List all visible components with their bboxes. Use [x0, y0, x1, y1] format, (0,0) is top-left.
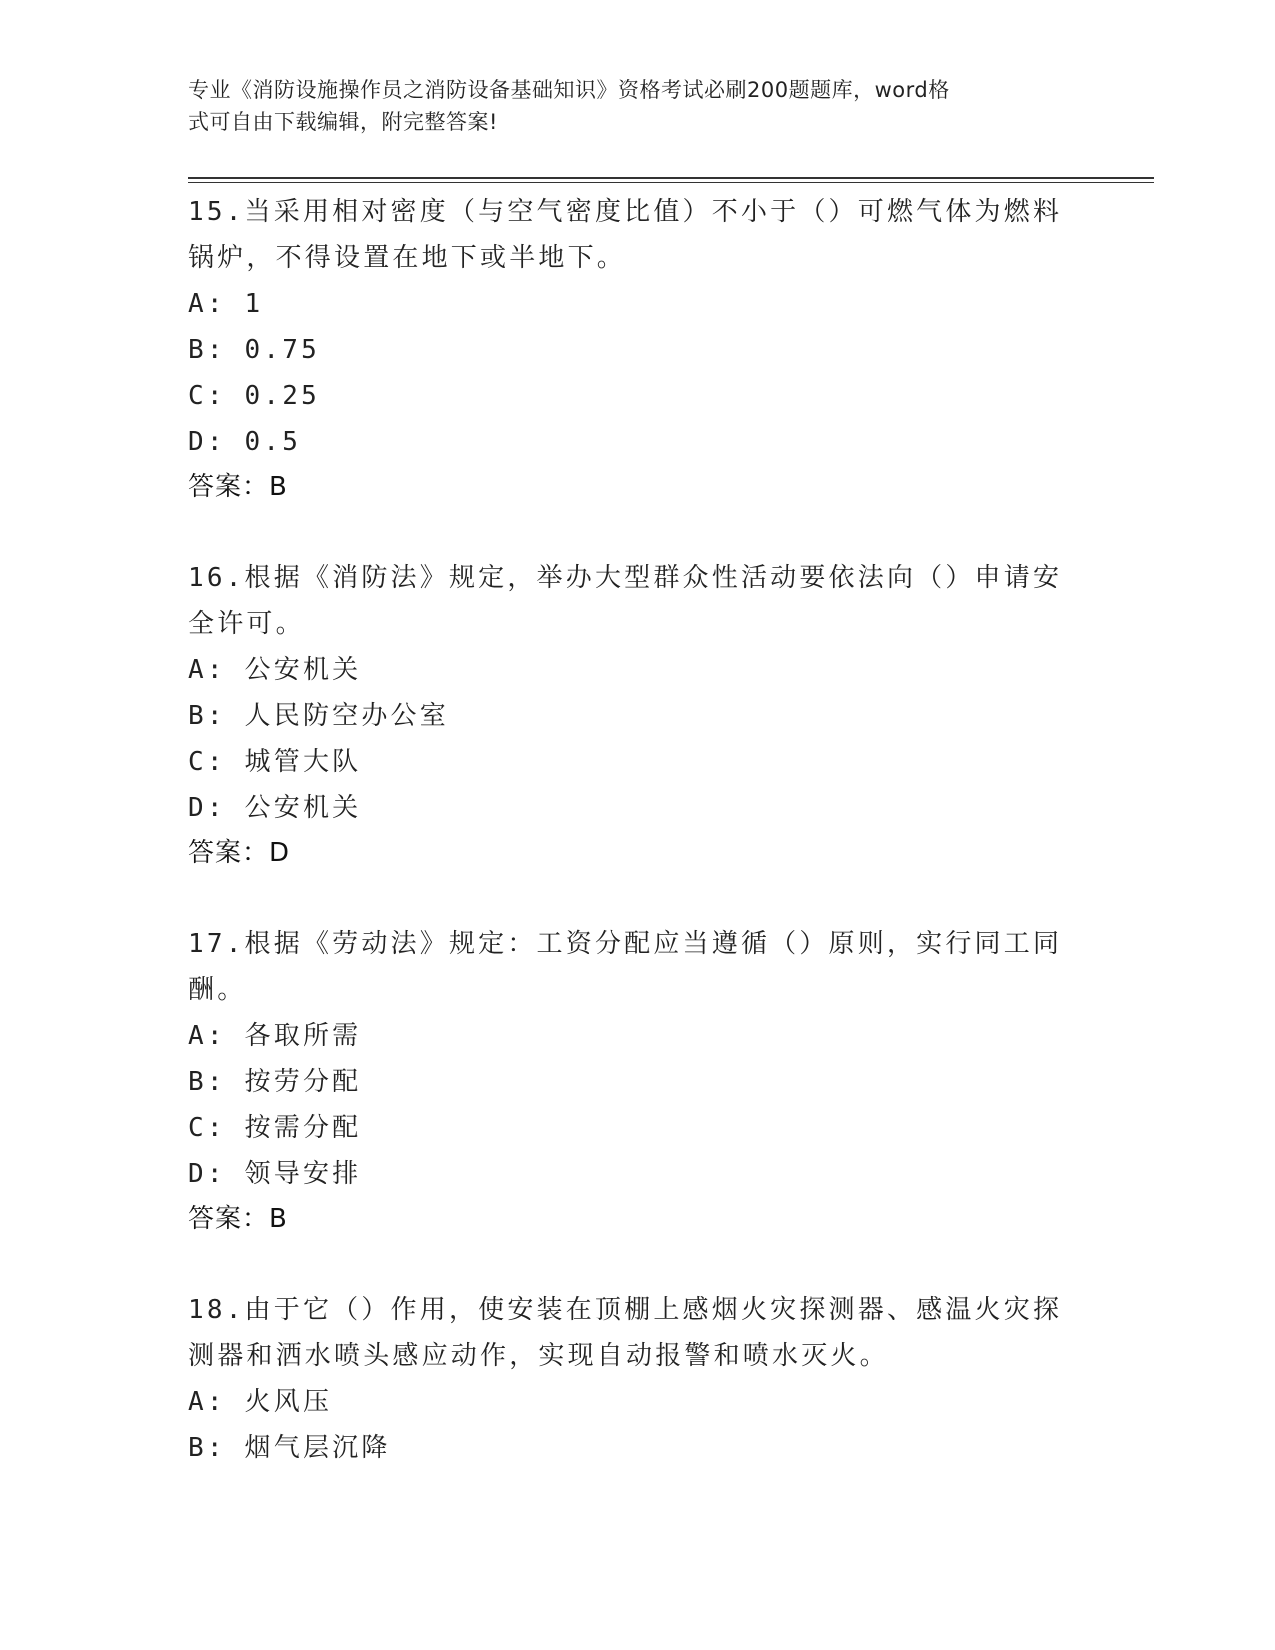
- question-stem: 15.当采用相对密度（与空气密度比值）不小于（）可燃气体为燃料锅炉，不得设置在地下或半地下。: [188, 197, 1063, 273]
- header-rule-thick: [188, 177, 1154, 179]
- question-stem: 17.根据《劳动法》规定：工资分配应当遵循（）原则，实行同工同酬。: [188, 929, 1063, 1005]
- question-stem: 18.由于它（）作用，使安装在顶棚上感烟火灾探测器、感温火灾探测器和洒水喷头感应动作，实现自动报警和喷水灭火。: [188, 1295, 1063, 1371]
- option-a: A: 火风压: [188, 1387, 333, 1417]
- option-a: A: 公安机关: [188, 655, 362, 685]
- option-c: C: 0.25: [188, 381, 320, 411]
- question-list: [188, 189, 1078, 1517]
- question-18: [188, 1287, 1078, 1471]
- question-17: [188, 921, 1078, 1241]
- option-b: B: 人民防空办公室: [188, 701, 449, 731]
- option-d: D: 领导安排: [188, 1159, 362, 1189]
- question-15: [188, 189, 1078, 509]
- answer: 答案：B: [188, 472, 288, 502]
- option-b: B: 0.75: [188, 335, 320, 365]
- document-header: [188, 74, 1068, 138]
- answer: 答案：D: [188, 838, 291, 868]
- option-d: D: 0.5: [188, 427, 302, 457]
- header-rule-thin: [188, 182, 1154, 183]
- header-line-2: 式可自由下载编辑，附完整答案!: [188, 110, 498, 134]
- option-c: C: 按需分配: [188, 1113, 362, 1143]
- option-d: D: 公安机关: [188, 793, 362, 823]
- question-16: [188, 555, 1078, 875]
- option-b: B: 按劳分配: [188, 1067, 362, 1097]
- option-b: B: 烟气层沉降: [188, 1433, 391, 1463]
- option-a: A: 1: [188, 289, 264, 319]
- answer: 答案：B: [188, 1204, 288, 1234]
- header-line-1: 专业《消防设施操作员之消防设备基础知识》资格考试必刷200题题库，word格: [188, 78, 950, 102]
- question-stem: 16.根据《消防法》规定，举办大型群众性活动要依法向（）申请安全许可。: [188, 563, 1063, 639]
- option-c: C: 城管大队: [188, 747, 362, 777]
- option-a: A: 各取所需: [188, 1021, 362, 1051]
